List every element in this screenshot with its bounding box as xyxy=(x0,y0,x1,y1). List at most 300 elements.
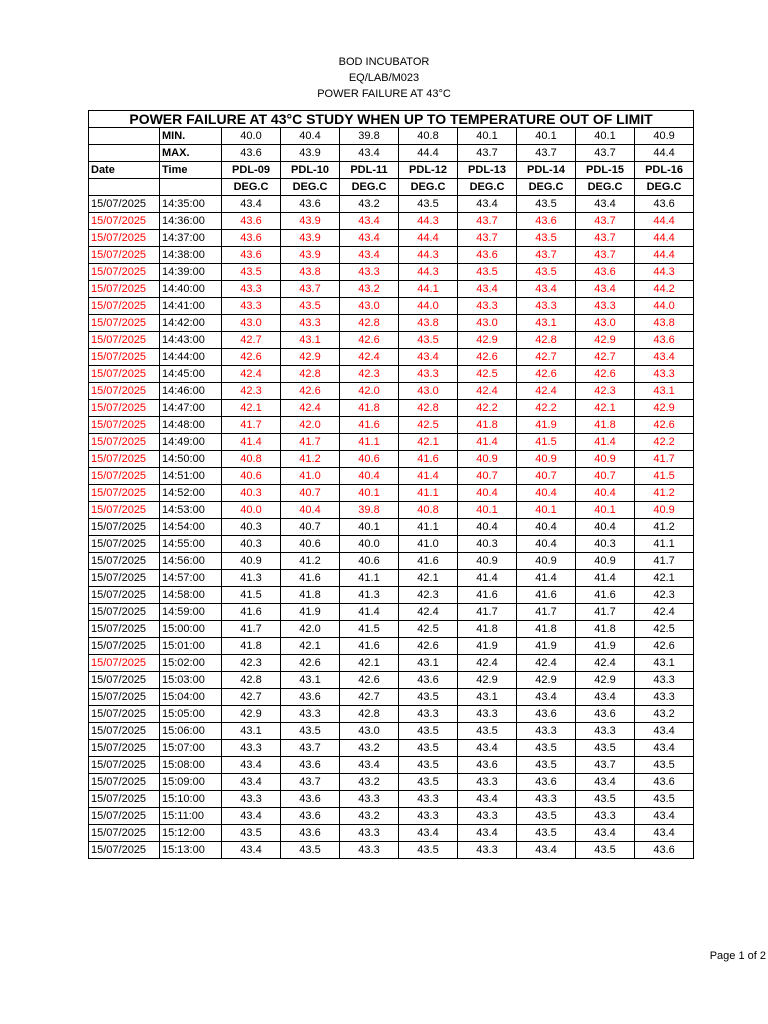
time-cell: 15:11:00 xyxy=(160,808,222,825)
reading-cell: 41.8 xyxy=(340,400,399,417)
reading-cell: 42.9 xyxy=(458,332,517,349)
reading-cell: 40.1 xyxy=(340,519,399,536)
reading-cell: 43.4 xyxy=(458,825,517,842)
date-cell: 15/07/2025 xyxy=(89,400,160,417)
reading-cell: 43.6 xyxy=(222,247,281,264)
reading-cell: 43.4 xyxy=(458,791,517,808)
time-cell: 14:41:00 xyxy=(160,298,222,315)
reading-cell: 41.9 xyxy=(281,604,340,621)
reading-cell: 43.3 xyxy=(576,723,635,740)
reading-cell: 42.8 xyxy=(281,366,340,383)
date-cell: 15/07/2025 xyxy=(89,604,160,621)
reading-cell: 43.8 xyxy=(635,315,694,332)
table-row xyxy=(89,689,694,706)
reading-cell: 44.2 xyxy=(635,281,694,298)
date-cell: 15/07/2025 xyxy=(89,842,160,859)
date-cell: 15/07/2025 xyxy=(89,570,160,587)
reading-cell: 43.5 xyxy=(281,842,340,859)
reading-cell: 42.5 xyxy=(635,621,694,638)
reading-cell: 43.6 xyxy=(399,672,458,689)
max-value-cell: 44.4 xyxy=(399,145,458,162)
date-cell: 15/07/2025 xyxy=(89,808,160,825)
reading-cell: 43.5 xyxy=(222,264,281,281)
time-cell: 14:54:00 xyxy=(160,519,222,536)
reading-cell: 41.6 xyxy=(281,570,340,587)
reading-cell: 43.3 xyxy=(222,298,281,315)
reading-cell: 43.1 xyxy=(399,655,458,672)
table-row xyxy=(89,502,694,519)
reading-cell: 40.9 xyxy=(222,553,281,570)
reading-cell: 43.6 xyxy=(635,196,694,213)
reading-cell: 41.2 xyxy=(281,451,340,468)
unit-header-cell: DEG.C xyxy=(222,179,281,196)
date-cell: 15/07/2025 xyxy=(89,247,160,264)
table-row xyxy=(89,315,694,332)
reading-cell: 43.4 xyxy=(458,196,517,213)
date-cell: 15/07/2025 xyxy=(89,723,160,740)
reading-cell: 40.7 xyxy=(458,468,517,485)
reading-cell: 43.3 xyxy=(340,264,399,281)
table-row xyxy=(89,230,694,247)
time-cell: 14:43:00 xyxy=(160,332,222,349)
reading-cell: 43.7 xyxy=(281,774,340,791)
reading-cell: 43.4 xyxy=(635,723,694,740)
reading-cell: 40.9 xyxy=(576,451,635,468)
reading-cell: 42.9 xyxy=(458,672,517,689)
reading-cell: 43.5 xyxy=(399,757,458,774)
reading-cell: 42.5 xyxy=(399,417,458,434)
max-value-cell: 43.7 xyxy=(576,145,635,162)
date-cell: 15/07/2025 xyxy=(89,825,160,842)
reading-cell: 43.6 xyxy=(635,842,694,859)
reading-cell: 43.2 xyxy=(635,706,694,723)
table-row xyxy=(89,706,694,723)
reading-cell: 42.9 xyxy=(281,349,340,366)
reading-cell: 43.5 xyxy=(517,196,576,213)
reading-cell: 43.3 xyxy=(635,672,694,689)
max-value-cell: 43.7 xyxy=(517,145,576,162)
date-cell: 15/07/2025 xyxy=(89,621,160,638)
reading-cell: 43.3 xyxy=(517,791,576,808)
table-row xyxy=(89,672,694,689)
reading-cell: 43.1 xyxy=(635,655,694,672)
max-value-cell: 43.4 xyxy=(340,145,399,162)
reading-cell: 43.7 xyxy=(576,230,635,247)
reading-cell: 41.7 xyxy=(576,604,635,621)
date-cell: 15/07/2025 xyxy=(89,366,160,383)
reading-cell: 43.6 xyxy=(281,791,340,808)
reading-cell: 43.0 xyxy=(222,315,281,332)
reading-cell: 42.9 xyxy=(222,706,281,723)
reading-cell: 42.8 xyxy=(340,315,399,332)
reading-cell: 43.5 xyxy=(635,757,694,774)
reading-cell: 40.0 xyxy=(222,502,281,519)
reading-cell: 43.5 xyxy=(458,264,517,281)
time-cell: 15:07:00 xyxy=(160,740,222,757)
reading-cell: 41.6 xyxy=(222,604,281,621)
reading-cell: 43.3 xyxy=(340,825,399,842)
reading-cell: 43.5 xyxy=(517,825,576,842)
reading-cell: 42.8 xyxy=(222,672,281,689)
table-row xyxy=(89,196,694,213)
date-column-header: Date xyxy=(89,162,160,179)
reading-cell: 43.4 xyxy=(576,825,635,842)
reading-cell: 43.7 xyxy=(576,213,635,230)
reading-cell: 43.7 xyxy=(576,247,635,264)
reading-cell: 43.9 xyxy=(281,247,340,264)
unit-header-cell: DEG.C xyxy=(576,179,635,196)
date-cell: 15/07/2025 xyxy=(89,196,160,213)
reading-cell: 43.5 xyxy=(281,723,340,740)
reading-cell: 41.8 xyxy=(458,417,517,434)
sensor-header-cell: PDL-15 xyxy=(576,162,635,179)
reading-cell: 41.9 xyxy=(517,638,576,655)
reading-cell: 40.4 xyxy=(458,519,517,536)
reading-cell: 43.6 xyxy=(281,808,340,825)
sensor-header-cell: PDL-12 xyxy=(399,162,458,179)
date-cell: 15/07/2025 xyxy=(89,281,160,298)
reading-cell: 43.6 xyxy=(635,332,694,349)
table-row xyxy=(89,587,694,604)
empty-cell xyxy=(89,179,160,196)
reading-cell: 43.6 xyxy=(281,689,340,706)
reading-cell: 43.3 xyxy=(399,366,458,383)
reading-cell: 42.6 xyxy=(458,349,517,366)
table-row xyxy=(89,281,694,298)
reading-cell: 41.2 xyxy=(635,519,694,536)
reading-cell: 43.4 xyxy=(576,281,635,298)
date-cell: 15/07/2025 xyxy=(89,383,160,400)
reading-cell: 41.3 xyxy=(222,570,281,587)
reading-cell: 43.3 xyxy=(458,774,517,791)
min-value-cell: 40.1 xyxy=(458,128,517,145)
reading-cell: 42.9 xyxy=(635,400,694,417)
reading-cell: 43.3 xyxy=(635,689,694,706)
reading-cell: 41.6 xyxy=(340,638,399,655)
reading-cell: 42.3 xyxy=(222,655,281,672)
table-row xyxy=(89,536,694,553)
time-cell: 15:13:00 xyxy=(160,842,222,859)
reading-cell: 43.7 xyxy=(576,757,635,774)
reading-cell: 41.4 xyxy=(458,434,517,451)
table-row xyxy=(89,638,694,655)
reading-cell: 43.4 xyxy=(222,196,281,213)
min-value-cell: 40.1 xyxy=(517,128,576,145)
reading-cell: 43.6 xyxy=(635,774,694,791)
sensor-header-row xyxy=(89,162,694,179)
reading-cell: 43.5 xyxy=(517,757,576,774)
reading-cell: 43.4 xyxy=(576,196,635,213)
min-value-cell: 40.1 xyxy=(576,128,635,145)
reading-cell: 42.2 xyxy=(517,400,576,417)
sensor-header-cell: PDL-11 xyxy=(340,162,399,179)
time-cell: 14:49:00 xyxy=(160,434,222,451)
table-row xyxy=(89,553,694,570)
reading-cell: 43.6 xyxy=(517,213,576,230)
reading-cell: 42.9 xyxy=(576,332,635,349)
unit-header-cell: DEG.C xyxy=(340,179,399,196)
reading-cell: 42.3 xyxy=(576,383,635,400)
reading-cell: 43.3 xyxy=(399,808,458,825)
reading-cell: 43.3 xyxy=(340,842,399,859)
reading-cell: 43.5 xyxy=(458,723,517,740)
reading-cell: 42.0 xyxy=(340,383,399,400)
table-row xyxy=(89,451,694,468)
max-value-cell: 43.9 xyxy=(281,145,340,162)
reading-cell: 43.8 xyxy=(399,315,458,332)
date-cell: 15/07/2025 xyxy=(89,774,160,791)
reading-cell: 43.3 xyxy=(281,315,340,332)
reading-cell: 42.4 xyxy=(399,604,458,621)
reading-cell: 40.4 xyxy=(576,485,635,502)
table-row xyxy=(89,519,694,536)
reading-cell: 43.6 xyxy=(458,247,517,264)
unit-header-cell: DEG.C xyxy=(635,179,694,196)
table-row xyxy=(89,349,694,366)
reading-cell: 43.1 xyxy=(222,723,281,740)
reading-cell: 44.0 xyxy=(635,298,694,315)
date-cell: 15/07/2025 xyxy=(89,417,160,434)
reading-cell: 43.1 xyxy=(281,672,340,689)
reading-cell: 43.2 xyxy=(340,196,399,213)
reading-cell: 44.3 xyxy=(635,264,694,281)
reading-cell: 40.6 xyxy=(222,468,281,485)
unit-header-cell: DEG.C xyxy=(517,179,576,196)
reading-cell: 41.4 xyxy=(576,570,635,587)
time-cell: 14:38:00 xyxy=(160,247,222,264)
reading-cell: 43.5 xyxy=(399,740,458,757)
reading-cell: 40.9 xyxy=(517,451,576,468)
date-cell: 15/07/2025 xyxy=(89,485,160,502)
table-title: POWER FAILURE AT 43°C STUDY WHEN UP TO TEMPERATURE OUT OF LIMIT xyxy=(89,111,694,128)
date-cell: 15/07/2025 xyxy=(89,349,160,366)
reading-cell: 43.4 xyxy=(399,349,458,366)
min-value-cell: 40.0 xyxy=(222,128,281,145)
max-value-cell: 43.6 xyxy=(222,145,281,162)
reading-cell: 42.2 xyxy=(635,434,694,451)
reading-cell: 42.8 xyxy=(340,706,399,723)
reading-cell: 42.8 xyxy=(399,400,458,417)
reading-cell: 42.6 xyxy=(340,332,399,349)
time-cell: 15:02:00 xyxy=(160,655,222,672)
reading-cell: 41.8 xyxy=(517,621,576,638)
time-cell: 15:12:00 xyxy=(160,825,222,842)
reading-cell: 43.2 xyxy=(340,740,399,757)
reading-cell: 43.1 xyxy=(458,689,517,706)
table-row xyxy=(89,383,694,400)
min-row xyxy=(89,128,694,145)
reading-cell: 43.4 xyxy=(222,757,281,774)
reading-cell: 43.7 xyxy=(458,230,517,247)
reading-cell: 41.5 xyxy=(635,468,694,485)
reading-cell: 43.4 xyxy=(340,247,399,264)
reading-cell: 44.3 xyxy=(399,264,458,281)
reading-cell: 42.4 xyxy=(222,366,281,383)
reading-cell: 42.9 xyxy=(576,672,635,689)
reading-cell: 40.7 xyxy=(281,485,340,502)
reading-cell: 40.4 xyxy=(517,519,576,536)
reading-cell: 42.1 xyxy=(399,570,458,587)
date-cell: 15/07/2025 xyxy=(89,706,160,723)
reading-cell: 43.4 xyxy=(340,230,399,247)
reading-cell: 43.7 xyxy=(281,740,340,757)
reading-cell: 40.7 xyxy=(517,468,576,485)
reading-cell: 41.0 xyxy=(281,468,340,485)
time-cell: 14:57:00 xyxy=(160,570,222,587)
reading-cell: 43.6 xyxy=(517,774,576,791)
reading-cell: 41.8 xyxy=(222,638,281,655)
reading-cell: 43.0 xyxy=(340,298,399,315)
reading-cell: 41.1 xyxy=(399,485,458,502)
reading-cell: 43.3 xyxy=(517,298,576,315)
table-row xyxy=(89,655,694,672)
reading-cell: 43.3 xyxy=(635,366,694,383)
time-cell: 14:45:00 xyxy=(160,366,222,383)
header-title: BOD INCUBATOR xyxy=(338,56,430,68)
reading-cell: 41.3 xyxy=(340,587,399,604)
reading-cell: 43.5 xyxy=(517,230,576,247)
reading-cell: 43.0 xyxy=(576,315,635,332)
reading-cell: 40.8 xyxy=(399,502,458,519)
reading-cell: 42.5 xyxy=(458,366,517,383)
date-cell: 15/07/2025 xyxy=(89,468,160,485)
temperature-table xyxy=(88,110,694,859)
reading-cell: 40.8 xyxy=(222,451,281,468)
reading-cell: 43.3 xyxy=(576,808,635,825)
unit-header-cell: DEG.C xyxy=(281,179,340,196)
reading-cell: 43.3 xyxy=(576,298,635,315)
reading-cell: 41.8 xyxy=(458,621,517,638)
reading-cell: 43.0 xyxy=(399,383,458,400)
table-row xyxy=(89,757,694,774)
reading-cell: 41.7 xyxy=(517,604,576,621)
reading-cell: 42.4 xyxy=(458,383,517,400)
time-cell: 14:47:00 xyxy=(160,400,222,417)
reading-cell: 43.5 xyxy=(517,740,576,757)
reading-cell: 41.4 xyxy=(458,570,517,587)
reading-cell: 43.3 xyxy=(458,706,517,723)
reading-cell: 43.3 xyxy=(222,791,281,808)
time-cell: 14:56:00 xyxy=(160,553,222,570)
reading-cell: 41.9 xyxy=(458,638,517,655)
reading-cell: 41.7 xyxy=(635,553,694,570)
reading-cell: 41.9 xyxy=(517,417,576,434)
reading-cell: 42.1 xyxy=(281,638,340,655)
reading-cell: 43.5 xyxy=(517,808,576,825)
unit-header-cell: DEG.C xyxy=(399,179,458,196)
table-row xyxy=(89,808,694,825)
time-cell: 15:04:00 xyxy=(160,689,222,706)
reading-cell: 42.7 xyxy=(576,349,635,366)
time-cell: 15:03:00 xyxy=(160,672,222,689)
title-row xyxy=(89,111,694,128)
header-equipment-id: EQ/LAB/M023 xyxy=(348,72,420,84)
reading-cell: 43.7 xyxy=(458,213,517,230)
reading-cell: 43.4 xyxy=(635,808,694,825)
reading-cell: 40.7 xyxy=(281,519,340,536)
reading-cell: 40.9 xyxy=(635,502,694,519)
table-row xyxy=(89,842,694,859)
min-value-cell: 39.8 xyxy=(340,128,399,145)
table-row xyxy=(89,366,694,383)
reading-cell: 43.2 xyxy=(340,774,399,791)
reading-cell: 42.1 xyxy=(635,570,694,587)
header-subtitle: POWER FAILURE AT 43°C xyxy=(317,88,451,100)
reading-cell: 43.5 xyxy=(399,842,458,859)
date-cell: 15/07/2025 xyxy=(89,689,160,706)
reading-cell: 43.5 xyxy=(576,791,635,808)
reading-cell: 40.6 xyxy=(340,451,399,468)
reading-cell: 42.4 xyxy=(458,655,517,672)
reading-cell: 43.8 xyxy=(281,264,340,281)
reading-cell: 41.6 xyxy=(517,587,576,604)
reading-cell: 42.1 xyxy=(222,400,281,417)
reading-cell: 43.5 xyxy=(399,689,458,706)
table-row xyxy=(89,774,694,791)
time-cell: 15:00:00 xyxy=(160,621,222,638)
reading-cell: 41.8 xyxy=(281,587,340,604)
reading-cell: 42.4 xyxy=(340,349,399,366)
reading-cell: 41.7 xyxy=(222,417,281,434)
table-row xyxy=(89,264,694,281)
reading-cell: 43.5 xyxy=(399,774,458,791)
reading-cell: 43.0 xyxy=(340,723,399,740)
reading-cell: 42.1 xyxy=(576,400,635,417)
date-cell: 15/07/2025 xyxy=(89,791,160,808)
reading-cell: 43.6 xyxy=(576,706,635,723)
empty-cell xyxy=(160,179,222,196)
reading-cell: 44.1 xyxy=(399,281,458,298)
time-cell: 15:06:00 xyxy=(160,723,222,740)
reading-cell: 43.5 xyxy=(517,264,576,281)
date-cell: 15/07/2025 xyxy=(89,536,160,553)
reading-cell: 43.5 xyxy=(635,791,694,808)
reading-cell: 43.0 xyxy=(458,315,517,332)
reading-cell: 43.3 xyxy=(458,808,517,825)
reading-cell: 42.4 xyxy=(281,400,340,417)
reading-cell: 43.4 xyxy=(635,825,694,842)
reading-cell: 40.6 xyxy=(281,536,340,553)
table-row xyxy=(89,400,694,417)
table-row xyxy=(89,740,694,757)
reading-cell: 43.1 xyxy=(281,332,340,349)
reading-cell: 40.3 xyxy=(576,536,635,553)
reading-cell: 41.7 xyxy=(281,434,340,451)
reading-cell: 44.3 xyxy=(399,213,458,230)
reading-cell: 41.7 xyxy=(222,621,281,638)
reading-cell: 41.6 xyxy=(399,451,458,468)
unit-header-cell: DEG.C xyxy=(458,179,517,196)
reading-cell: 41.4 xyxy=(399,468,458,485)
max-value-cell: 43.7 xyxy=(458,145,517,162)
min-label: MIN. xyxy=(160,128,222,145)
unit-header-row xyxy=(89,179,694,196)
date-cell: 15/07/2025 xyxy=(89,230,160,247)
reading-cell: 43.3 xyxy=(458,298,517,315)
reading-cell: 42.4 xyxy=(635,604,694,621)
reading-cell: 40.9 xyxy=(458,553,517,570)
reading-cell: 43.6 xyxy=(222,230,281,247)
time-cell: 14:55:00 xyxy=(160,536,222,553)
reading-cell: 43.6 xyxy=(517,706,576,723)
date-cell: 15/07/2025 xyxy=(89,553,160,570)
time-column-header: Time xyxy=(160,162,222,179)
max-label: MAX. xyxy=(160,145,222,162)
reading-cell: 41.1 xyxy=(399,519,458,536)
reading-cell: 40.4 xyxy=(517,485,576,502)
table-row xyxy=(89,485,694,502)
date-cell: 15/07/2025 xyxy=(89,298,160,315)
